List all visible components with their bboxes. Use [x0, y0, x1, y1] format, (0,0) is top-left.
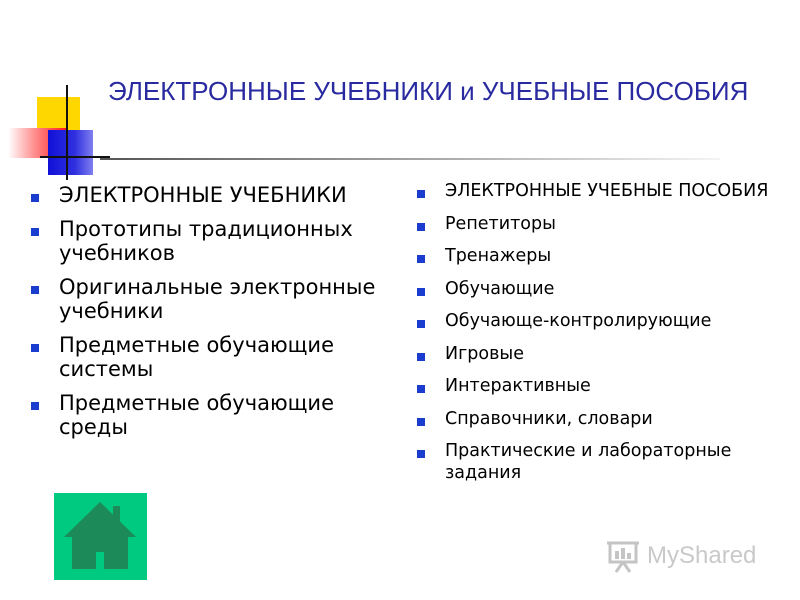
bullet-icon [417, 288, 425, 296]
list-item-text: ЭЛЕКТРОННЫЕ УЧЕБНЫЕ ПОСОБИЯ [445, 181, 769, 201]
list-item [416, 180, 800, 202]
decor-blue-square [48, 130, 93, 175]
list-item [30, 391, 400, 439]
study-aids-list [416, 180, 800, 495]
list-item-text: Репетиторы [445, 213, 556, 234]
bullet-icon [417, 320, 425, 328]
bullet-icon [417, 385, 425, 393]
title-underline [100, 158, 720, 160]
home-button[interactable] [54, 493, 147, 580]
home-icon [54, 493, 147, 580]
list-item-text: Оригинальные электронные учебники [59, 275, 376, 323]
list-item-text: Игровые [445, 343, 524, 364]
watermark-text: MyShared [647, 542, 757, 569]
list-item [416, 213, 800, 235]
list-item [416, 278, 800, 300]
textbooks-list [30, 183, 400, 449]
bullet-icon [417, 353, 425, 361]
bullet-icon [31, 194, 39, 202]
list-item [30, 333, 400, 381]
list-item [30, 217, 400, 265]
decor-vertical-line [66, 85, 68, 180]
list-item [416, 310, 800, 332]
bullet-icon [31, 402, 39, 410]
bullet-icon [417, 255, 425, 263]
list-item-text: Предметные обучающие системы [59, 333, 334, 381]
list-item-text: Справочники, словари [445, 408, 653, 429]
list-item-text: Обучающие [445, 278, 555, 299]
list-item-text: Обучающе-контролирующие [445, 311, 712, 331]
list-item [416, 245, 800, 267]
list-item-text: Предметные обучающие среды [59, 391, 334, 439]
list-item [30, 183, 400, 207]
bullet-icon [31, 228, 39, 236]
bullet-icon [417, 190, 425, 198]
list-item [30, 275, 400, 323]
bullet-icon [417, 418, 425, 426]
slide-title: ЭЛЕКТРОННЫЕ УЧЕБНИКИ и УЧЕБНЫЕ ПОСОБИЯ [108, 76, 749, 106]
bullet-icon [31, 286, 39, 294]
list-item-text: Прототипы традиционных учебников [59, 217, 353, 265]
list-item-text: Тренажеры [445, 246, 552, 266]
list-item-text: Интерактивные [445, 376, 591, 396]
list-item [416, 408, 800, 430]
bullet-icon [417, 450, 425, 458]
watermark [607, 538, 767, 574]
list-item [416, 440, 800, 484]
presentation-board-icon [607, 538, 643, 574]
bullet-icon [31, 344, 39, 352]
bullet-icon [417, 223, 425, 231]
list-item [416, 375, 800, 397]
list-item [416, 343, 800, 365]
list-item-text: Практические и лабораторные задания [445, 441, 732, 483]
list-item-text: ЭЛЕКТРОННЫЕ УЧЕБНИКИ [59, 183, 347, 207]
